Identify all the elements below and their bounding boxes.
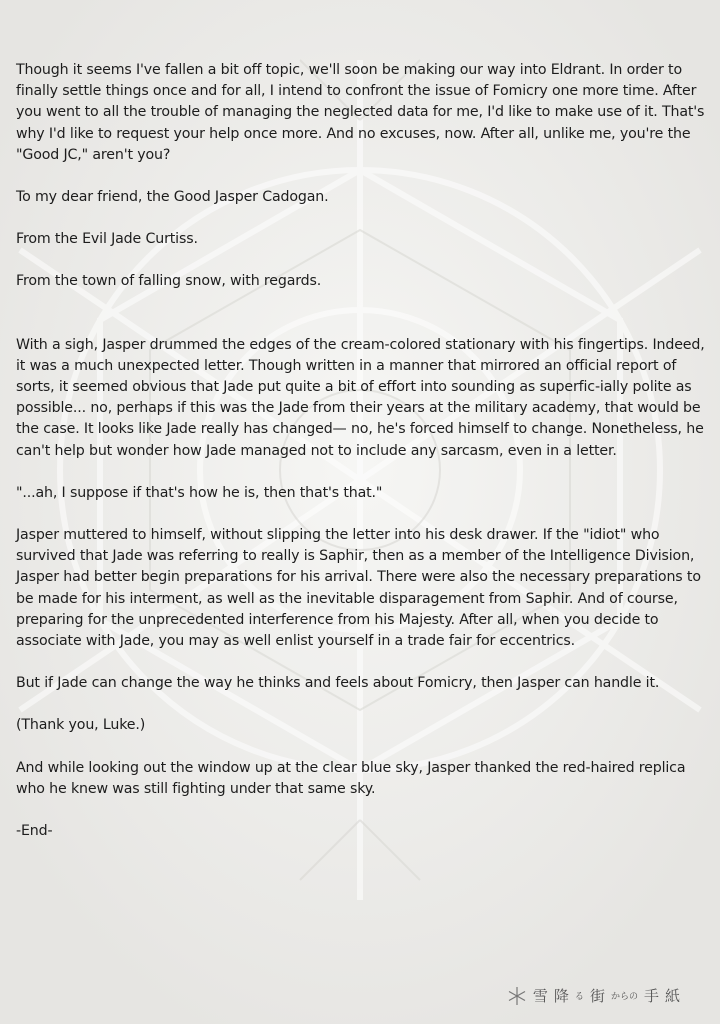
footer-title-mark <box>507 985 680 1006</box>
document-body <box>16 60 706 863</box>
footer-char-4: 街 <box>589 987 605 1005</box>
letter-signature: From the Evil Jade Curtiss. <box>16 231 198 248</box>
end-marker: -End- <box>16 823 53 840</box>
story-paragraph-2: Jasper muttered to himself, without slipping the letter into his desk drawer. If the "idiot" who survived that Jade was referring to really is Saphir, then as a member of the Intelligence Division, Jasper had better begin preparations for his arrival. There were also the necessary preparations to be made for his interment, as well as the inevitable disparagement from Saphir. And of course, preparing for the unprecedented interference from his Majesty. After all, when you decide to associate with Jade, you may as well enlist yourself in a trade fair for eccentrics. <box>16 527 701 650</box>
letter-salutation: To my dear friend, the Good Jasper Cadogan. <box>16 189 329 206</box>
letter-closing: From the town of falling snow, with regards. <box>16 273 322 290</box>
footer-char-2: 降 <box>553 987 569 1005</box>
letter-paragraph-1: Though it seems I've fallen a bit off topic, we'll soon be making our way into Eldrant. In order to finally settle things once and for all, I intend to confront the issue of Fomicry one more time. After you went to all the trouble of managing the neglected data for me, I'd like to make use of it. That's why I'd like to request your help once more. And no excuses, now. After all, unlike me, you're the "Good JC," aren't you? <box>16 62 705 163</box>
footer-char-3: る <box>574 992 584 1002</box>
story-quote: "...ah, I suppose if that's how he is, then that's that." <box>16 484 383 501</box>
snowflake-icon <box>507 986 527 1006</box>
story-thought: (Thank you, Luke.) <box>16 717 146 734</box>
footer-char-6: 手 <box>643 987 659 1005</box>
footer-char-7: 紙 <box>664 987 680 1005</box>
footer-char-1: 雪 <box>532 987 548 1005</box>
footer-char-5: からの <box>610 992 638 1002</box>
story-paragraph-3: But if Jade can change the way he thinks and feels about Fomicry, then Jasper can handle it. <box>16 675 660 692</box>
story-paragraph-1: With a sigh, Jasper drummed the edges of the cream-colored stationary with his fingertips. Indeed, it was a much unexpected letter. Though written in a manner that mirrored an official report of sorts, it seemed obvious that Jade put quite a bit of effort into sounding as superfic-ially polite as possible... no, perhaps if this was the Jade from their years at the military academy, that would be the case. It looks like Jade really has changed— no, he's forced himself to change. Nonetheless, he can't help but wonder how Jade managed not to include any sarcasm, even in a letter. <box>16 336 705 459</box>
story-paragraph-4: And while looking out the window up at the clear blue sky, Jasper thanked the red-haired replica who he knew was still fighting under that same sky. <box>16 759 686 797</box>
